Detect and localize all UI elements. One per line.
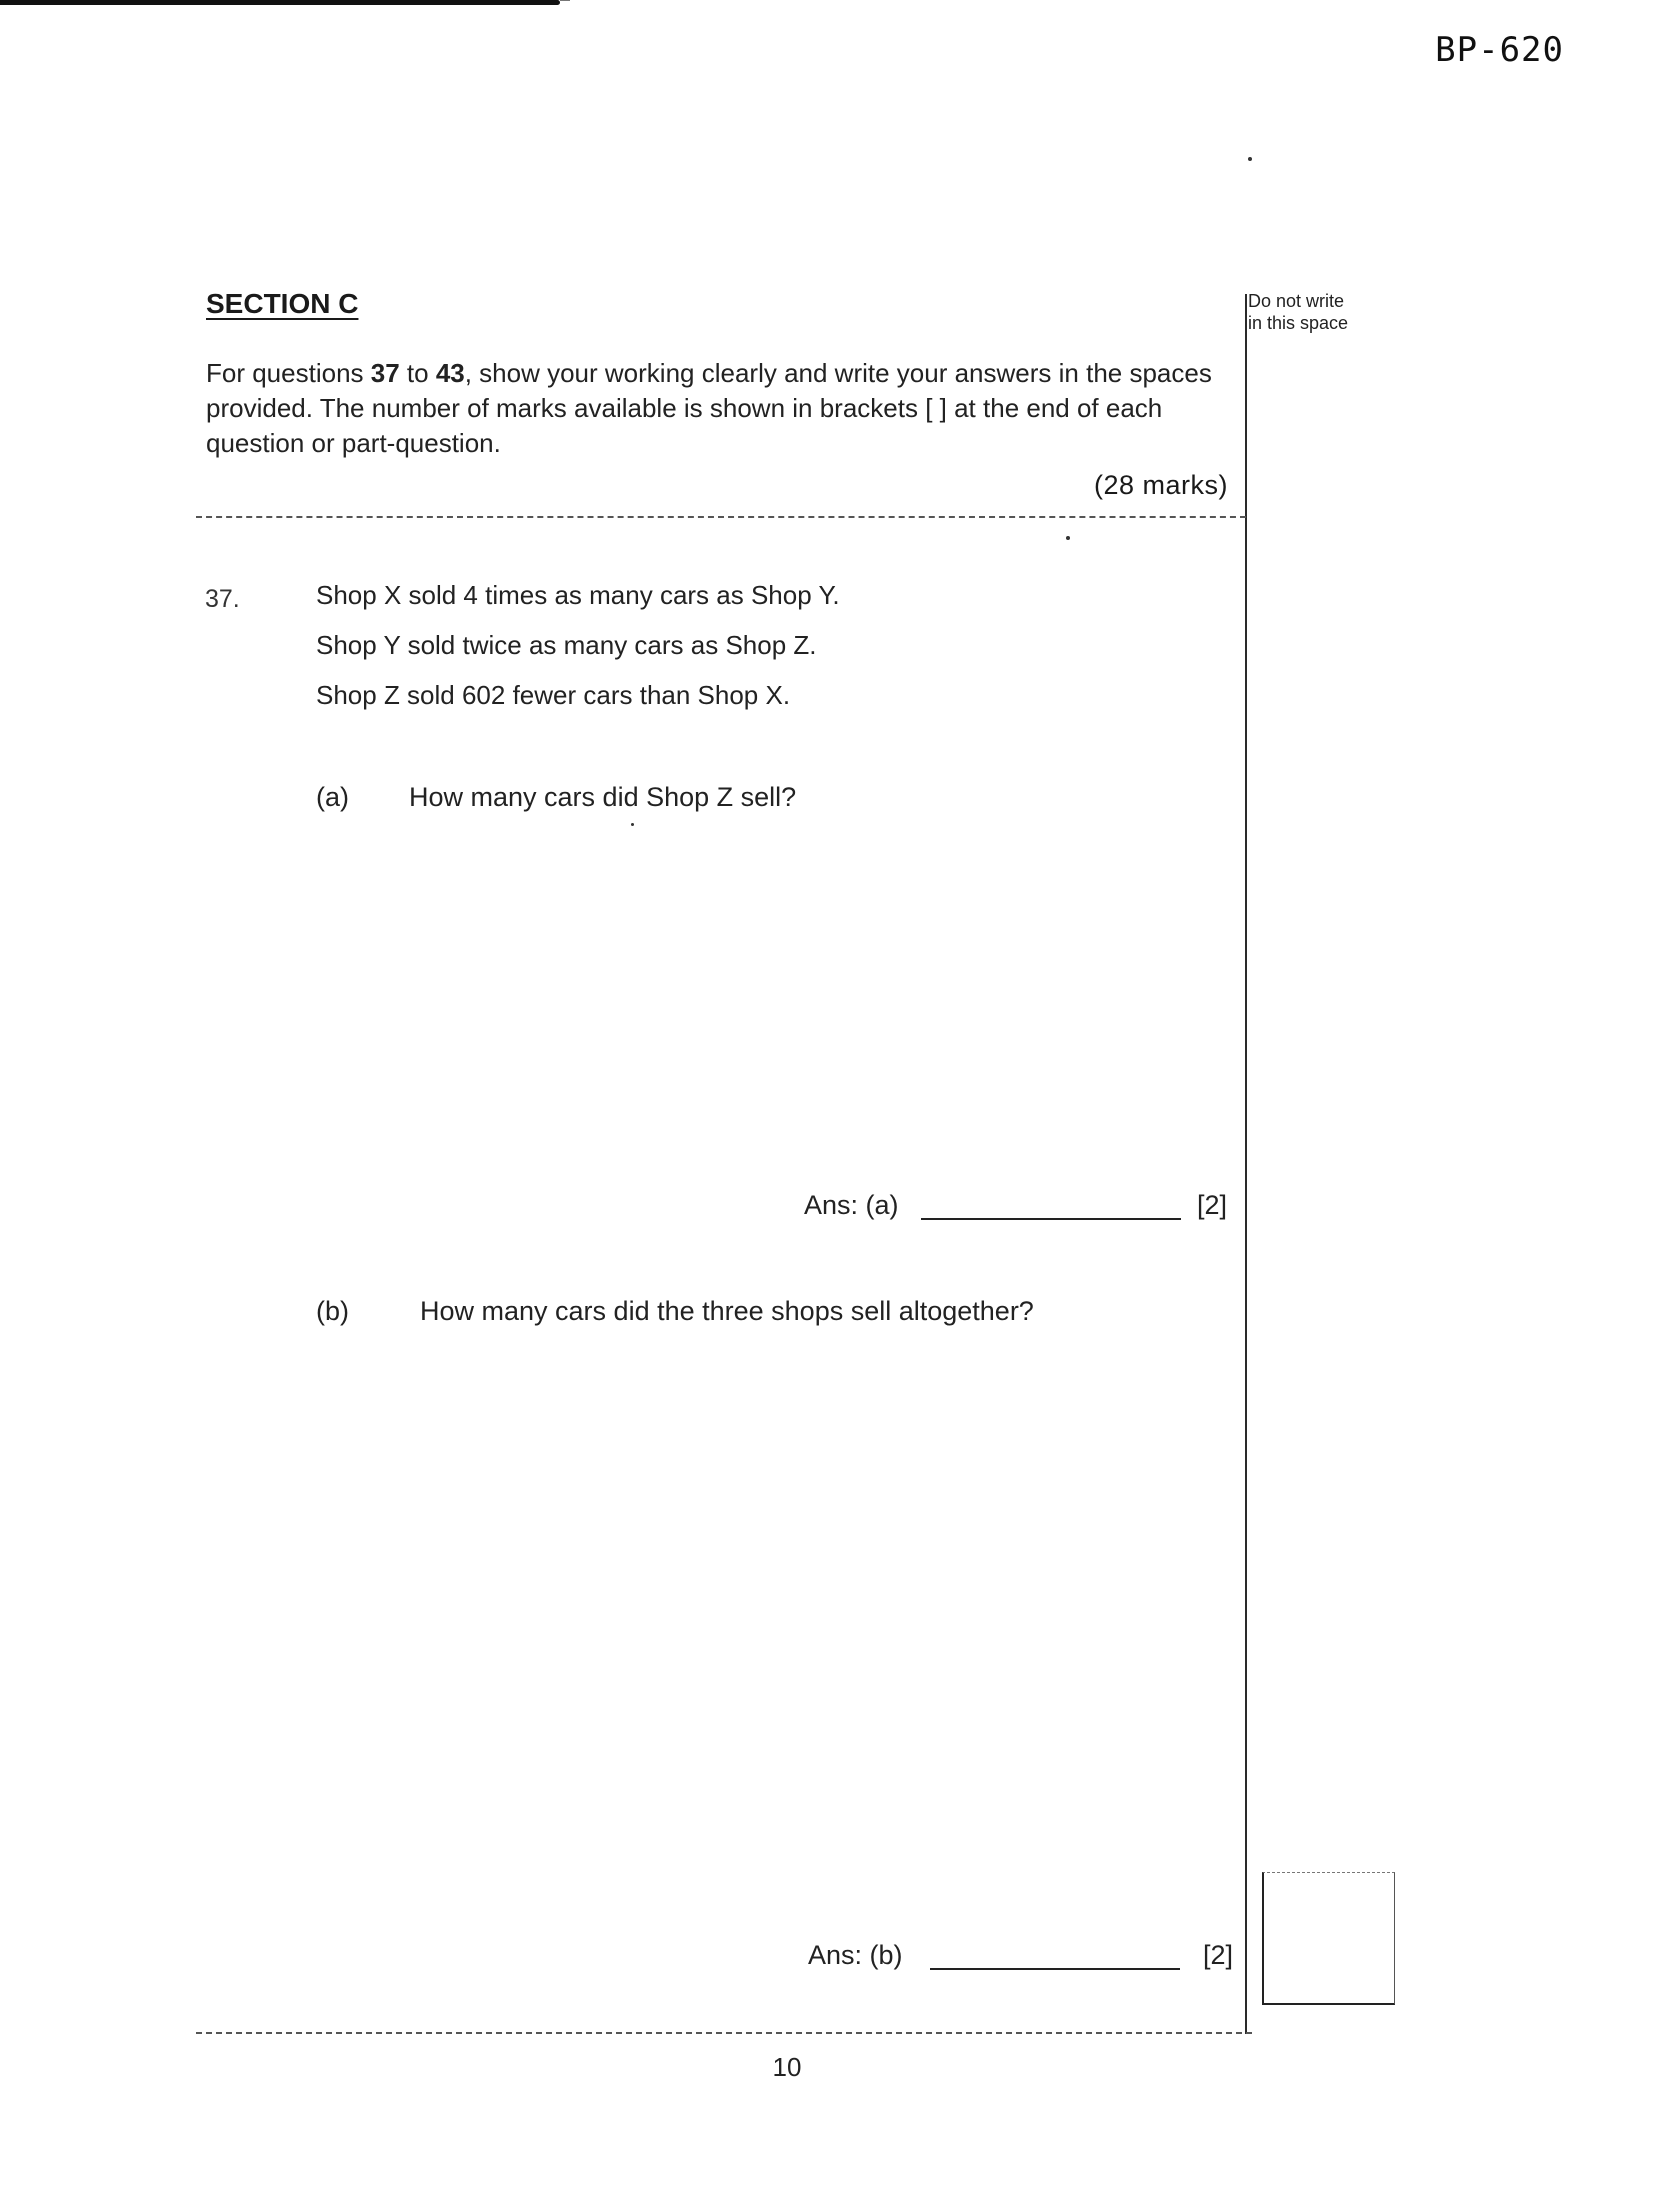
part-b-answer-line[interactable]	[930, 1968, 1180, 1970]
section-total-marks: (28 marks)	[1093, 470, 1228, 500]
page-footer-divider	[196, 2032, 1252, 2034]
part-b-answer-label: Ans: (b)	[808, 1940, 903, 1970]
scan-speck	[1248, 157, 1252, 161]
question-statement-line: Shop Z sold 602 fewer cars than Shop X.	[316, 680, 791, 710]
scan-speck	[631, 823, 634, 826]
part-a-question: How many cars did Shop Z sell?	[409, 782, 797, 812]
scan-edge-mark	[0, 0, 560, 5]
part-a-answer-label: Ans: (a)	[804, 1190, 899, 1220]
part-b-marks: [2]	[1203, 1940, 1234, 1970]
margin-note-line: in this space	[1248, 313, 1349, 333]
section-header-divider	[196, 516, 1246, 518]
section-title: SECTION C	[206, 288, 359, 319]
section-instructions: For questions 37 to 43, show your working clearly and write your answers in the spaces provided. The number of marks available is shown in brackets [ ] at the end of each question or part-question.	[206, 358, 1212, 458]
scan-speck	[1066, 536, 1070, 540]
document-code: BP-620	[1435, 30, 1564, 70]
part-a-marks: [2]	[1197, 1190, 1228, 1220]
part-b-label: (b)	[316, 1296, 349, 1326]
margin-divider	[1245, 294, 1247, 2034]
question-statement-line: Shop X sold 4 times as many cars as Shop Y.	[316, 580, 840, 610]
question-number: 37.	[205, 585, 240, 613]
page-number: 10	[772, 2052, 802, 2082]
margin-note-line: Do not write	[1248, 291, 1345, 311]
examiner-marks-box	[1262, 1872, 1395, 2005]
margin-note	[1248, 290, 1348, 334]
part-a-answer-line[interactable]	[921, 1218, 1181, 1220]
part-b-question: How many cars did the three shops sell altogether?	[420, 1296, 1034, 1326]
part-a-label: (a)	[316, 782, 349, 812]
question-statement-line: Shop Y sold twice as many cars as Shop Z.	[316, 630, 817, 660]
